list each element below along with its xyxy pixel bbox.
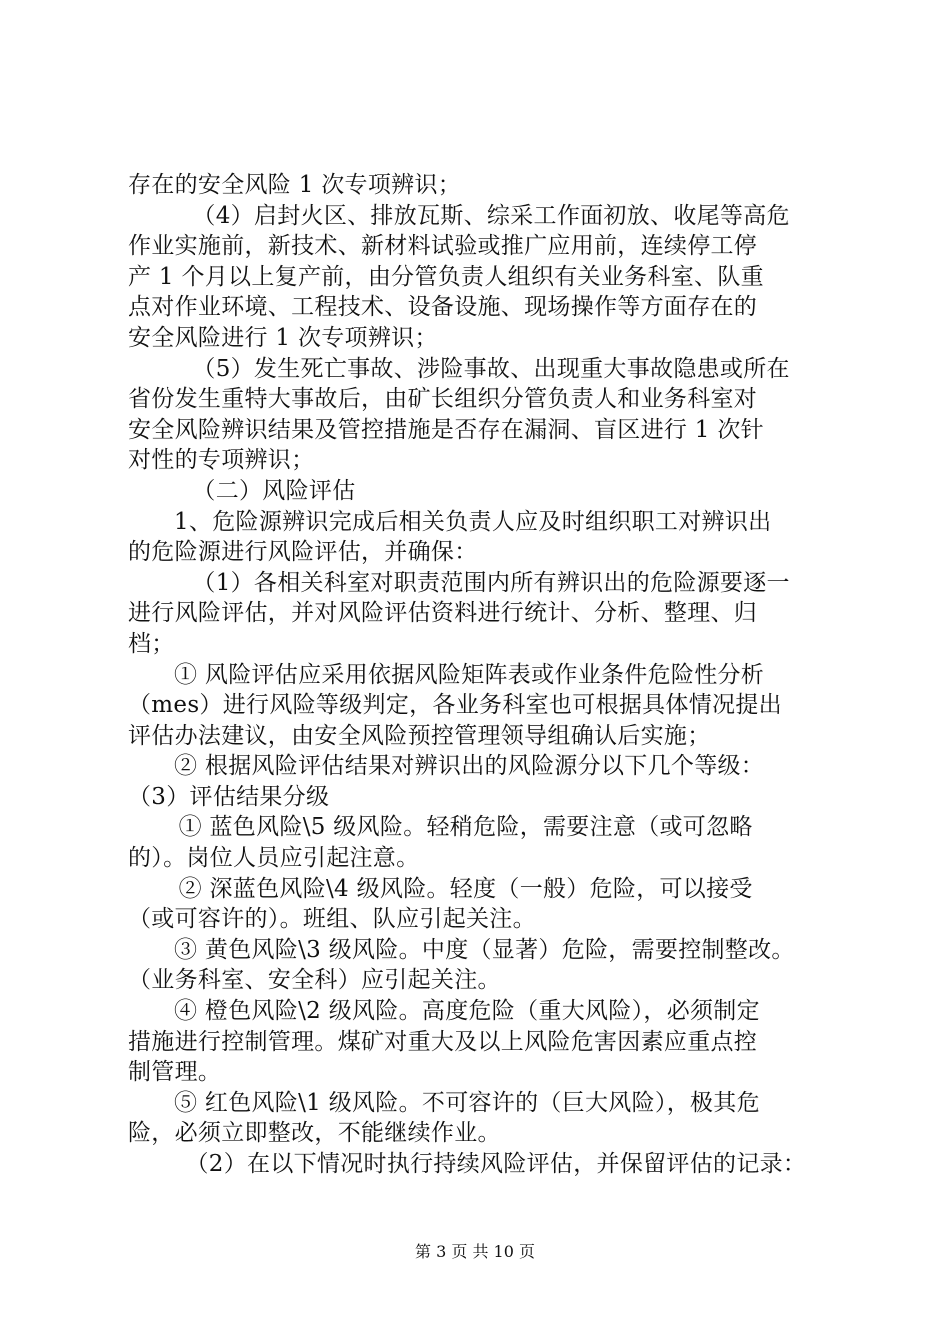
text-line: 作业实施前，新技术、新材料试验或推广应用前，连续停工停 bbox=[128, 233, 758, 260]
text-line: （5）发生死亡事故、涉险事故、出现重大事故隐患或所在 bbox=[192, 355, 790, 382]
text-line: ④ 橙色风险\2 级风险。高度危险（重大风险），必须制定 bbox=[174, 998, 760, 1025]
text-line: 进行风险评估，并对风险评估资料进行统计、分析、整理、归 bbox=[128, 600, 758, 627]
text-line: ② 深蓝色风险\4 级风险。轻度（一般）危险，可以接受 bbox=[178, 875, 753, 902]
text-line: 产 1 个月以上复产前，由分管负责人组织有关业务科室、队重 bbox=[128, 263, 764, 290]
text-line: ③ 黄色风险\3 级风险。中度（显著）危险，需要控制整改。 bbox=[174, 936, 795, 963]
text-line: （1）各相关科室对职责范围内所有辨识出的危险源要逐一 bbox=[192, 569, 790, 596]
document-body bbox=[128, 170, 848, 1180]
text-line: 措施进行控制管理。煤矿对重大及以上风险危害因素应重点控 bbox=[128, 1028, 758, 1055]
text-line: ① 蓝色风险\5 级风险。轻稍危险，需要注意（或可忽略 bbox=[178, 814, 753, 841]
text-line: 安全风险辨识结果及管控措施是否存在漏洞、盲区进行 1 次针 bbox=[128, 416, 764, 443]
text-line: （业务科室、安全科）应引起关注。 bbox=[128, 967, 501, 994]
text-line: 点对作业环境、工程技术、设备设施、现场操作等方面存在的 bbox=[128, 294, 758, 321]
text-line: 1、危险源辨识完成后相关负责人应及时组织职工对辨识出 bbox=[174, 508, 772, 535]
text-line: 对性的专项辨识； bbox=[128, 447, 315, 474]
text-line: （mes）进行风险等级判定，各业务科室也可根据具体情况提出 bbox=[128, 692, 782, 719]
text-line: 省份发生重特大事故后，由矿长组织分管负责人和业务科室对 bbox=[128, 386, 758, 413]
text-line: 险，必须立即整改，不能继续作业。 bbox=[128, 1120, 501, 1147]
text-line: 安全风险进行 1 次专项辨识； bbox=[128, 324, 438, 351]
text-line: 的）。岗位人员应引起注意。 bbox=[128, 845, 420, 872]
text-line: ⑤ 红色风险\1 级风险。不可容许的（巨大风险），极其危 bbox=[174, 1089, 760, 1116]
text-line: ② 根据风险评估结果对辨识出的风险源分以下几个等级： bbox=[174, 753, 765, 780]
text-line: （3）评估结果分级 bbox=[128, 783, 330, 810]
text-line: 存在的安全风险 1 次专项辨识； bbox=[128, 172, 462, 198]
text-line: 评估办法建议，由安全风险预控管理领导组确认后实施； bbox=[128, 722, 711, 749]
text-line: （二）风险评估 bbox=[192, 477, 356, 504]
text-line: 档； bbox=[128, 630, 175, 657]
text-line: （或可容许的）。班组、队应引起关注。 bbox=[128, 906, 536, 933]
text-line: 的危险源进行风险评估，并确保： bbox=[128, 539, 478, 566]
text-line: ① 风险评估应采用依据风险矩阵表或作业条件危险性分析 bbox=[174, 661, 765, 688]
page-footer: 第 3 页 共 10 页 bbox=[415, 1242, 535, 1261]
text-line: （2）在以下情况时执行持续风险评估，并保留评估的记录： bbox=[185, 1151, 807, 1177]
text-line: （4）启封火区、排放瓦斯、综采工作面初放、收尾等高危 bbox=[192, 202, 790, 229]
text-line: 制管理。 bbox=[128, 1059, 222, 1086]
